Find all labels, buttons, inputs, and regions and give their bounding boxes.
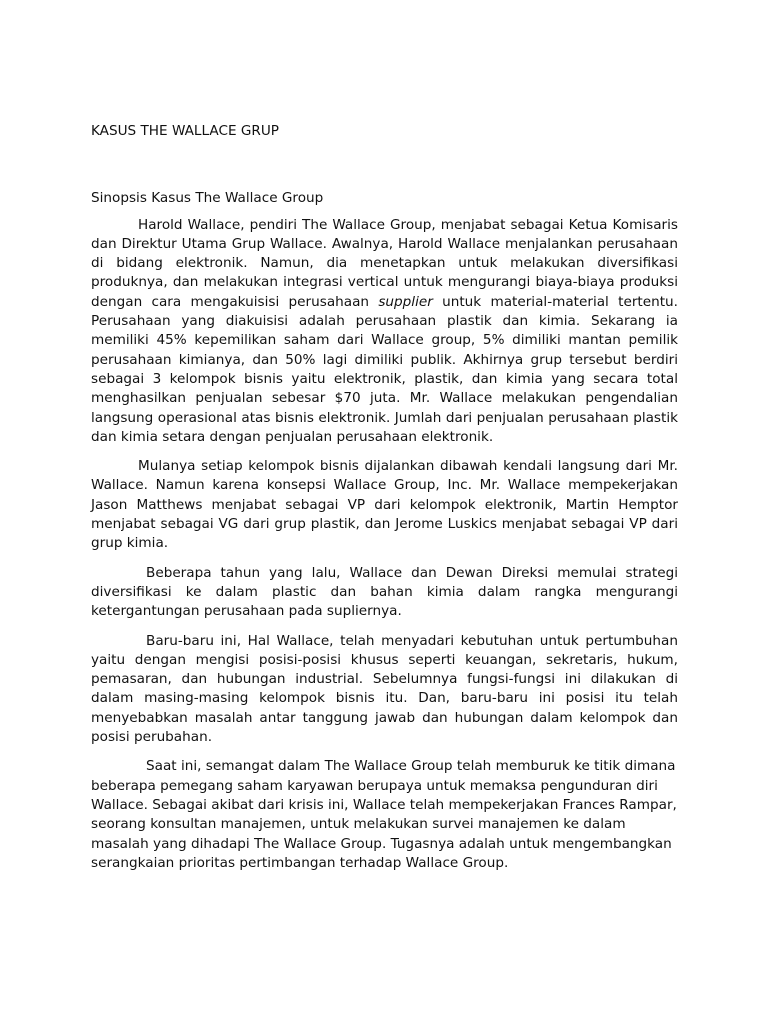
document-title: KASUS THE WALLACE GRUP — [91, 123, 279, 139]
paragraph-current-crisis: Saat ini, semangat dalam The Wallace Group telah memburuk ke titik dimana beberapa pemegang saham karyawan berupaya untuk memaksa pengunduran diri Wallace. Sebagai akibat dari krisis ini, Wallace telah mempekerjakan Frances Rampar, seorang konsultan manajemen, untuk melakukan survei manajemen ke dalam masalah yang dihadapi The Wallace Group. Tugasnya adalah untuk mengembangkan serangkaian prioritas pertimbangan terhadap Wallace Group. — [91, 758, 677, 871]
synopsis-heading: Sinopsis Kasus The Wallace Group — [91, 190, 324, 207]
paragraph-business-groups: Mulanya setiap kelompok bisnis dijalankan dibawah kendali langsung dari Mr. Wallace. Namun karena konsepsi Wallace Group, Inc. Mr. Wallace mempekerjakan Jason Matthews menjabat sebagai VP dari kelompok elektronik, Martin Hemptor menjabat sebagai VG dari grup plastik, dan Jerome Luskics menjabat sebagai VP dari grup kimia. — [91, 458, 678, 552]
paragraph-text-part: untuk material-material tertentu. Perusahaan yang diakuisisi adalah perusahaan plastik dan kimia. Sekarang ia memiliki 45% kepemilikan saham dari Wallace group, 5% dimiliki mantan pemilik perusahaan kimianya, dan 50% lagi dimiliki publik. Akhirnya grup tersebut berdiri sebagai 3 kelompok bisnis yaitu elektronik, plastik, dan kimia yang secara total menghasilkan penjualan sebesar $70 juta. Mr. Wallace melakukan pengendalian langsung operasional atas bisnis elektronik. Jumlah dari penjualan perusahaan plastik dan kimia setara dengan penjualan perusahaan elektronik. — [91, 293, 678, 445]
document-content — [91, 122, 678, 873]
paragraph-harold-wallace — [91, 216, 678, 448]
supplier-emphasis: supplier — [378, 293, 433, 310]
paragraph-growth-needs: Baru-baru ini, Hal Wallace, telah menyadari kebutuhan untuk pertumbuhan yaitu dengan mengisi posisi-posisi khusus seperti keuangan, sekretaris, hukum, pemasaran, dan hubungan industrial. Sebelumnya fungsi-fungsi ini dilakukan di dalam masing-masing kelompok bisnis itu. Dan, baru-baru ini posisi itu telah menyebabkan masalah antar tanggung jawab dan hubungan dalam kelompok dan posisi perubahan. — [91, 632, 678, 746]
paragraph-text-part: Harold Wallace, pendiri The Wallace Group, menjabat sebagai Ketua Komisaris dan Direktur Utama Grup Wallace. Awalnya, Harold Wallace menjalankan perusahaan di bidang elektronik. Namun, dia menetapkan untuk melakukan diversifikasi produknya, dan melakukan integrasi vertical untuk mengurangi biaya-biaya produksi dengan cara mengakuisisi perusahaan — [91, 216, 678, 310]
paragraph-diversification: Beberapa tahun yang lalu, Wallace dan Dewan Direksi memulai strategi diversifikasi ke dalam plastic dan bahan kimia dalam rangka mengurangi ketergantungan perusahaan pada supliernya. — [91, 564, 678, 620]
